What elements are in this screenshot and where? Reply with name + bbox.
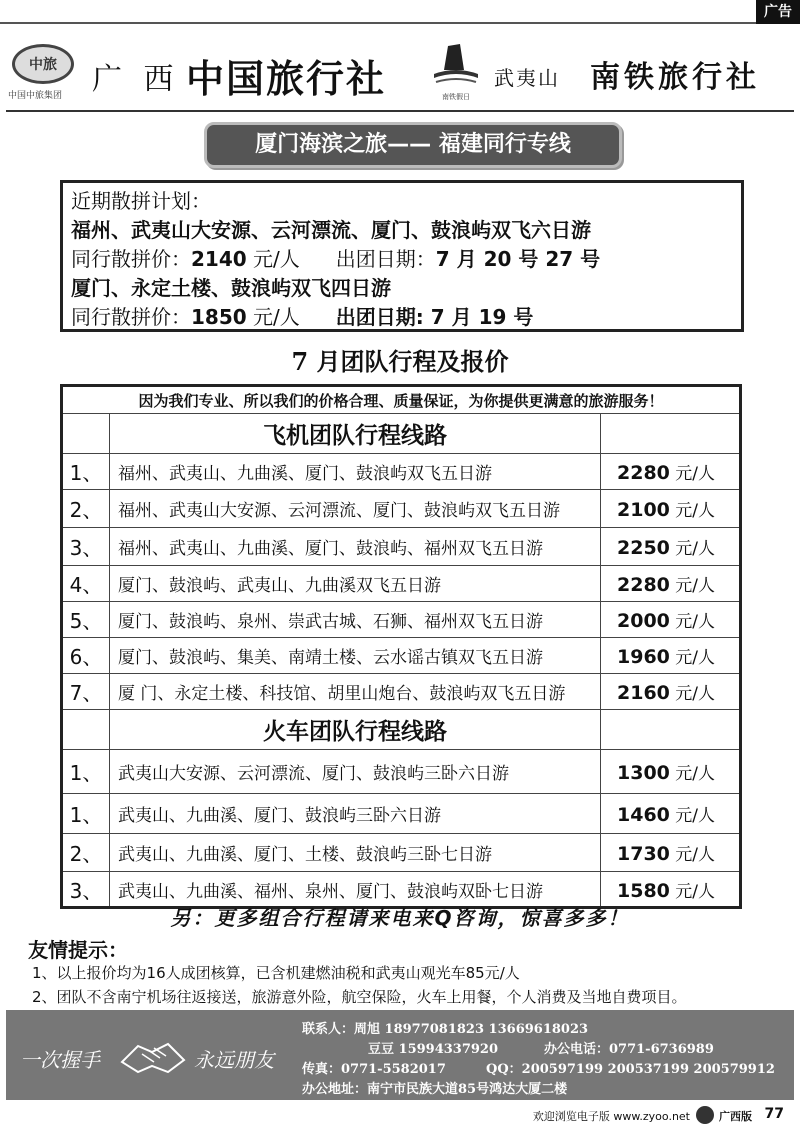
route-price	[601, 566, 741, 602]
table-row	[62, 566, 741, 602]
nantie-logo-icon	[430, 40, 482, 96]
price-value: 1300	[617, 762, 670, 784]
price-label: 同行散拼价：	[71, 305, 191, 329]
route-price	[601, 638, 741, 674]
header	[0, 30, 800, 110]
price-value: 1460	[617, 804, 670, 826]
route-name: 武夷山大安源、云河漂流、厦门、鼓浪屿三卧六日游	[110, 750, 601, 794]
price-unit: 元/人	[675, 501, 716, 521]
price-value: 2280	[617, 574, 670, 596]
date-value: 7 月 19 号	[430, 305, 534, 329]
price-unit: 元/人	[675, 576, 716, 596]
price-unit: 元/人	[675, 764, 716, 784]
flight-header: 飞机团队行程线路	[110, 414, 601, 454]
route-name: 福州、武夷山、九曲溪、厦门、鼓浪屿双飞五日游	[110, 454, 601, 490]
price-unit: 元/人	[253, 247, 300, 271]
price-value: 2250	[617, 537, 670, 559]
qq-numbers: QQ：200597199 200537199 200579912	[486, 1062, 775, 1077]
route-name: 厦 门、永定土楼、科技馆、胡里山炮台、鼓浪屿双飞五日游	[110, 674, 601, 710]
office-phone: 办公电话：0771-6736989	[544, 1042, 714, 1057]
footer-slogan-left: 一次握手	[20, 1048, 100, 1072]
tip-item: 1、以上报价均为16人成团核算，已含机建燃油税和武夷山观光车85元/人	[32, 964, 520, 982]
price-value: 2100	[617, 499, 670, 521]
header-divider	[6, 110, 794, 112]
tips-title: 友情提示：	[28, 938, 128, 962]
handshake-icon	[118, 1032, 188, 1078]
train-header-row	[62, 710, 741, 750]
price-unit: 元/人	[253, 305, 300, 329]
tour-price-table	[60, 384, 742, 909]
price-value: 1850	[191, 305, 247, 329]
table-row	[62, 602, 741, 638]
route-price	[601, 454, 741, 490]
route-price	[601, 750, 741, 794]
table-row	[62, 794, 741, 834]
plan-price-row-2	[71, 303, 733, 332]
flight-header-row	[62, 414, 741, 454]
route-name: 武夷山、九曲溪、福州、泉州、厦门、鼓浪屿双卧七日游	[110, 872, 601, 908]
price-value: 1730	[617, 843, 670, 865]
edition-label: 广西版	[719, 1110, 752, 1123]
promo-text: 另：更多组合行程请来电来Q咨询，惊喜多多！	[170, 906, 630, 930]
plan-route-1: 福州、武夷山大安源、云河漂流、厦门、鼓浪屿双飞六日游	[71, 218, 591, 242]
cits-name: 中国旅行社	[186, 56, 387, 101]
ad-tag: 广告	[756, 0, 800, 24]
price-unit: 元/人	[675, 881, 716, 902]
nantie-name: 南铁旅行社	[590, 60, 760, 95]
page-footer	[0, 1104, 800, 1126]
route-number: 3、	[62, 872, 110, 908]
cits-logo-icon	[12, 44, 74, 84]
route-number: 1、	[62, 454, 110, 490]
price-unit: 元/人	[675, 539, 716, 559]
price-unit: 元/人	[675, 684, 716, 704]
section-title: 7 月团队行程及报价	[291, 347, 509, 376]
price-value: 2280	[617, 462, 670, 484]
cits-group-name: 中国中旅集团	[8, 91, 63, 101]
slogan-row	[62, 386, 741, 414]
site-text: 欢迎浏览电子版 www.zyoo.net	[532, 1110, 690, 1123]
price-unit: 元/人	[675, 464, 716, 484]
route-name: 武夷山、九曲溪、厦门、土楼、鼓浪屿三卧七日游	[110, 834, 601, 872]
price-unit: 元/人	[675, 806, 716, 826]
date-value: 7 月 20 号 27 号	[435, 247, 601, 271]
route-number: 2、	[62, 834, 110, 872]
route-price	[601, 834, 741, 872]
price-value: 2000	[617, 610, 670, 632]
contact-footer	[6, 1010, 794, 1100]
table-row	[62, 638, 741, 674]
price-value: 2160	[617, 682, 670, 704]
price-unit: 元/人	[675, 648, 716, 668]
route-name: 福州、武夷山大安源、云河漂流、厦门、鼓浪屿双飞五日游	[110, 490, 601, 528]
cits-logo-text: 中旅	[29, 57, 57, 73]
table-row	[62, 528, 741, 566]
route-number: 1、	[62, 750, 110, 794]
nantie-logo-sub: 南铁假日	[442, 93, 470, 101]
train-header: 火车团队行程线路	[110, 710, 601, 750]
price-value: 1960	[617, 646, 670, 668]
top-rule	[0, 22, 756, 24]
route-name: 武夷山、九曲溪、厦门、鼓浪屿三卧六日游	[110, 794, 601, 834]
contact-person: 联系人：周旭 18977081823 13669618023	[302, 1022, 589, 1037]
route-name: 福州、武夷山、九曲溪、厦门、鼓浪屿、福州双飞五日游	[110, 528, 601, 566]
table-row	[62, 750, 741, 794]
route-price	[601, 490, 741, 528]
route-number: 3、	[62, 528, 110, 566]
price-unit: 元/人	[675, 612, 716, 632]
table-row	[62, 834, 741, 872]
wuyishan-label: 武夷山	[494, 66, 560, 90]
contact-doudou: 豆豆 15994337920	[368, 1042, 499, 1057]
route-name: 厦门、鼓浪屿、泉州、崇武古城、石狮、福州双飞五日游	[110, 602, 601, 638]
plan-route-2: 厦门、永定土楼、鼓浪屿双飞四日游	[71, 276, 391, 300]
office-address: 办公地址：南宁市民族大道85号鸿达大厦二楼	[302, 1082, 568, 1097]
footer-slogan-right: 永远朋友	[194, 1048, 274, 1072]
plan-price-row-1	[71, 245, 733, 274]
route-name: 厦门、鼓浪屿、集美、南靖土楼、云水谣古镇双飞五日游	[110, 638, 601, 674]
route-price	[601, 674, 741, 710]
route-price	[601, 794, 741, 834]
route-name: 厦门、鼓浪屿、武夷山、九曲溪双飞五日游	[110, 566, 601, 602]
banner-title: 厦门海滨之旅—— 福建同行专线	[204, 122, 622, 168]
route-number: 2、	[62, 490, 110, 528]
fax: 传真：0771-5582017	[302, 1062, 446, 1077]
page-number: 77	[764, 1106, 784, 1122]
price-unit: 元/人	[675, 845, 716, 865]
guangxi-label: 广 西	[92, 62, 180, 97]
table-row	[62, 674, 741, 710]
plan-intro: 近期散拼计划：	[71, 189, 211, 213]
date-label: 出团日期：	[335, 247, 436, 271]
recent-plan-box	[60, 180, 744, 332]
price-value: 2140	[191, 247, 247, 271]
route-price	[601, 528, 741, 566]
tip-item: 2、团队不含南宁机场往返接送，旅游意外险，航空保险，火车上用餐，个人消费及当地自费项目。	[32, 988, 687, 1006]
slogan-text: 因为我们专业、所以我们的价格合理、质量保证，为你提供更满意的旅游服务！	[62, 386, 741, 414]
route-price	[601, 602, 741, 638]
route-number: 5、	[62, 602, 110, 638]
price-value: 1580	[617, 879, 670, 902]
route-number: 4、	[62, 566, 110, 602]
zyoo-logo-icon	[696, 1106, 714, 1124]
date-label: 出团日期:	[335, 305, 431, 329]
table-row	[62, 454, 741, 490]
price-label: 同行散拼价：	[71, 247, 191, 271]
route-number: 7、	[62, 674, 110, 710]
route-number: 1、	[62, 794, 110, 834]
table-row	[62, 490, 741, 528]
route-number: 6、	[62, 638, 110, 674]
